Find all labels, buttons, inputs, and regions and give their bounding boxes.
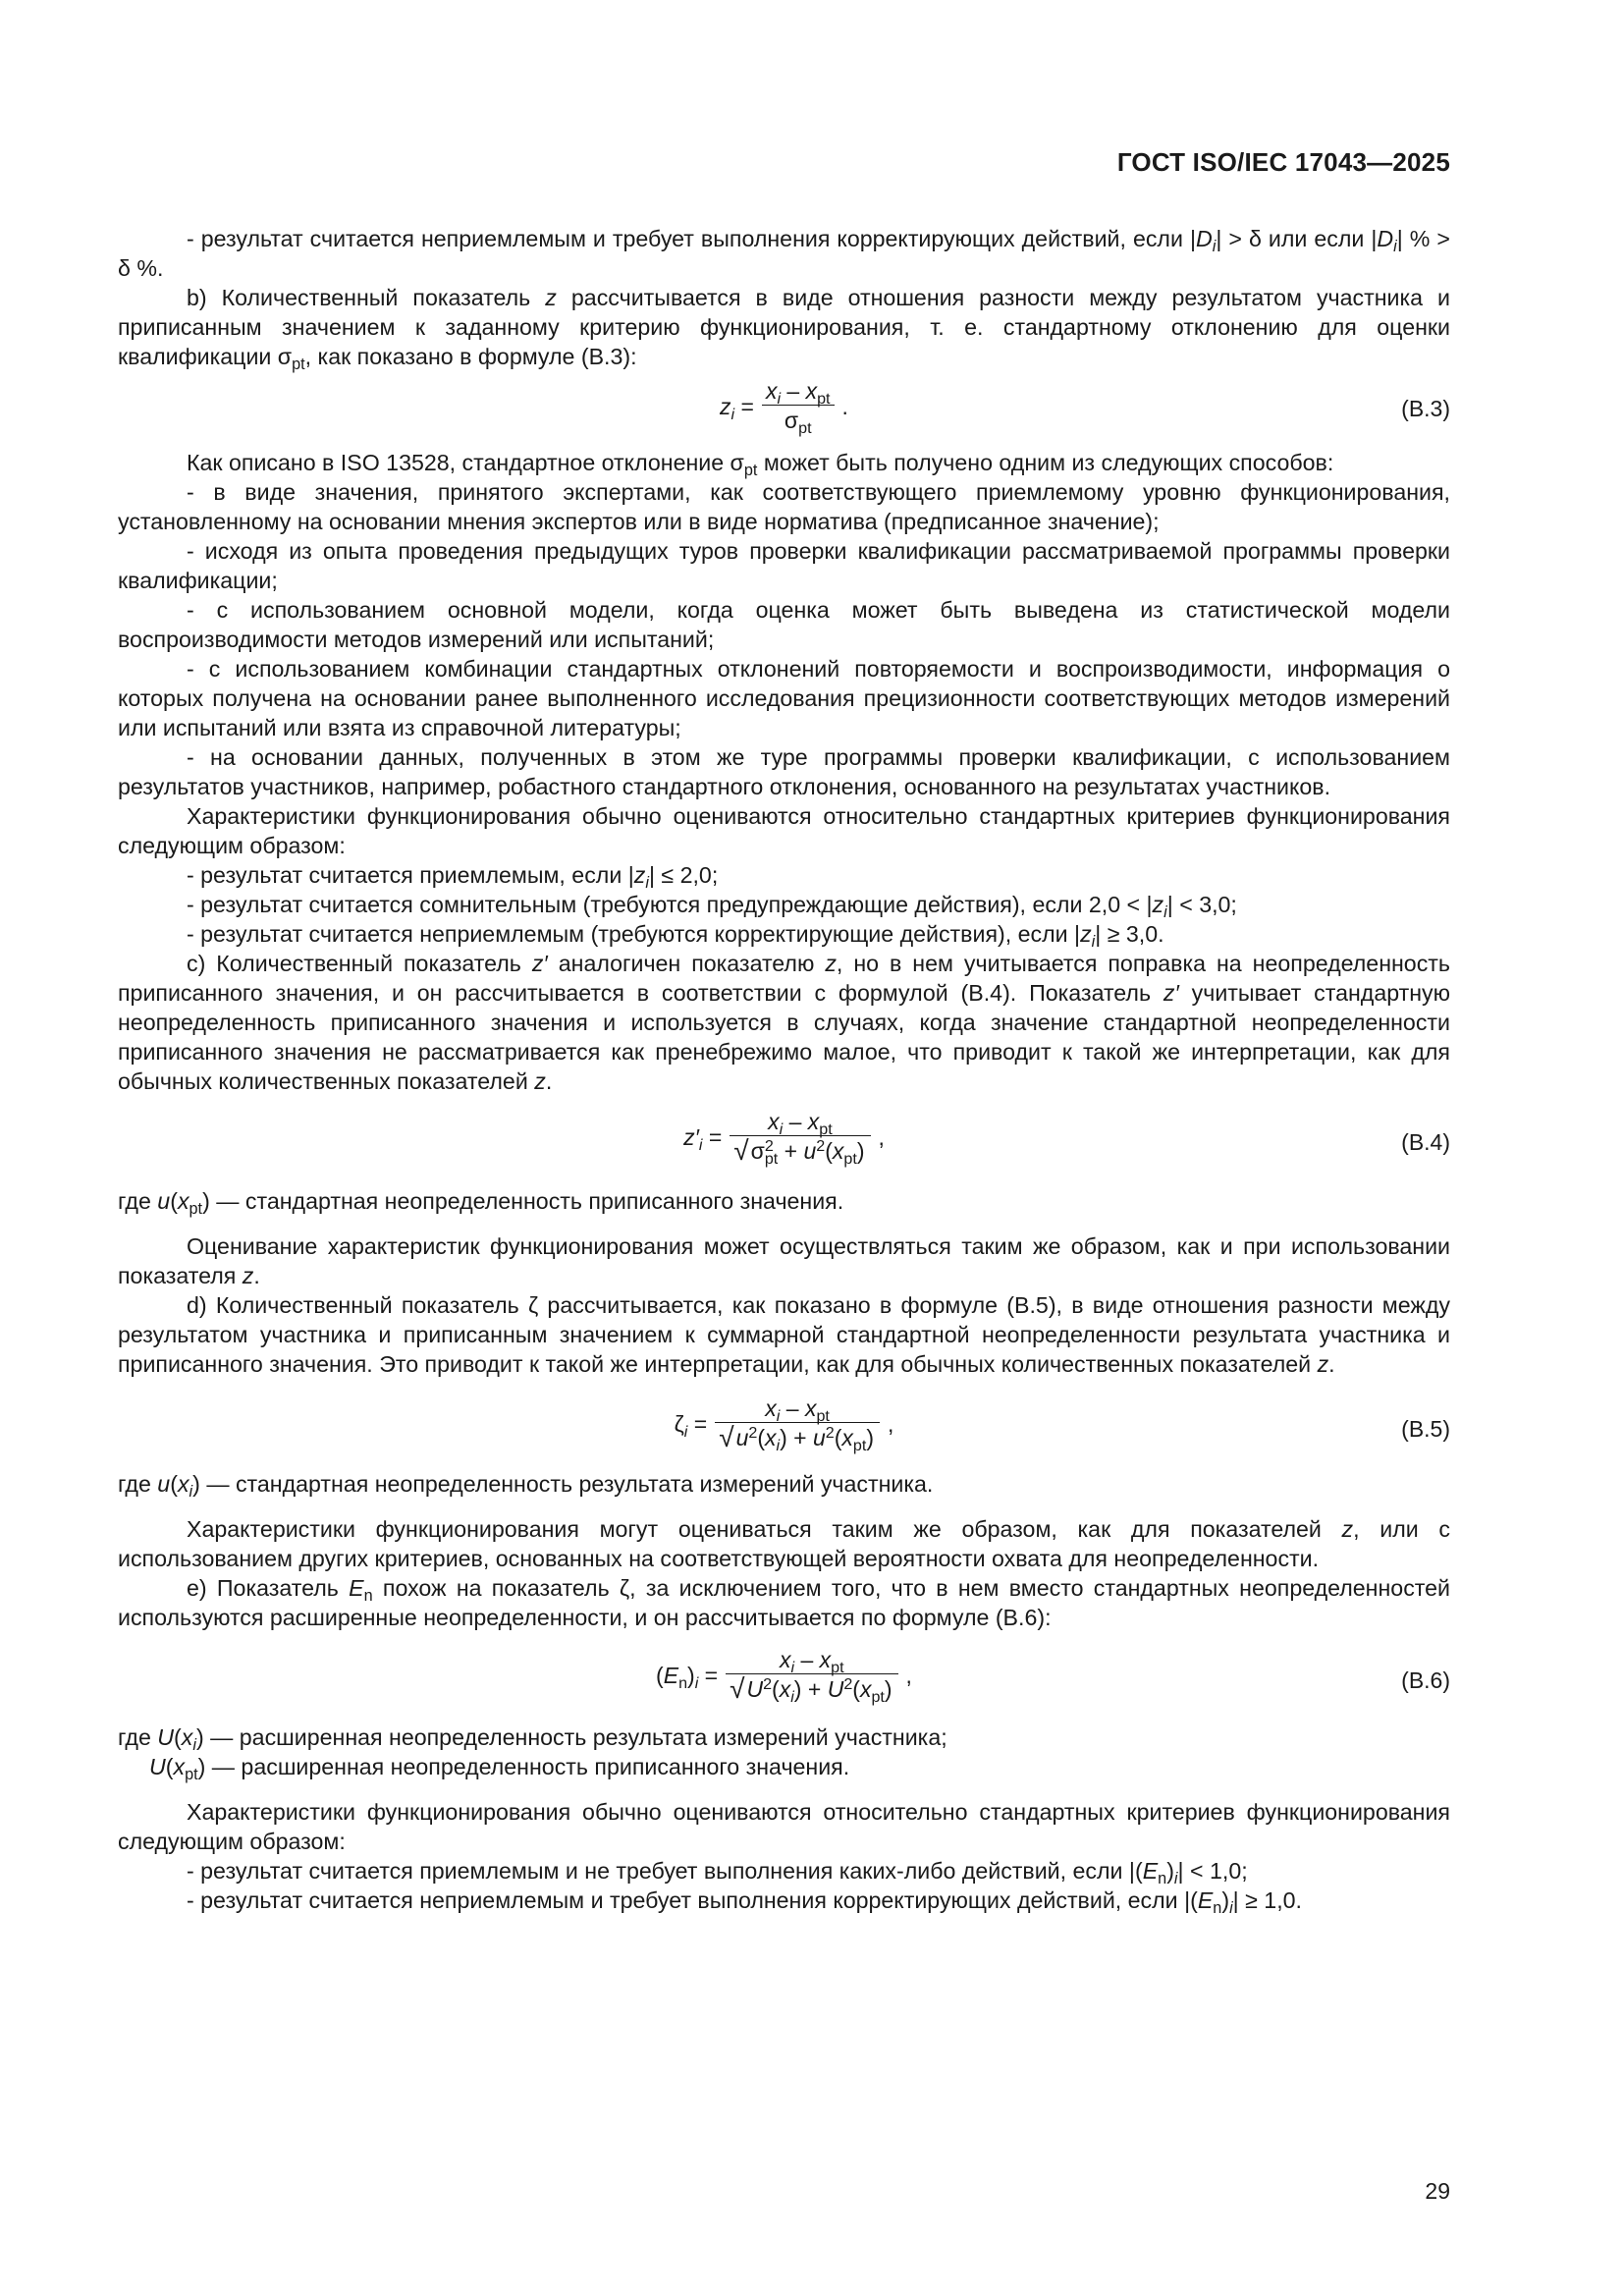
where-clause: где $u(x_{pt})$ — стандартная неопределенность приписанного значения. <box>118 1188 844 1218</box>
paragraph-other-criteria: Характеристики функционирования могут оцениваться таким же образом, как для показателей z, или с использованием других критериев, основанных на соответствующей вероятности охвата для неопределенности. <box>118 1516 1450 1571</box>
page-number: 29 <box>1425 2178 1450 2204</box>
criteria-item: - результат считается приемлемым, если $|z_i| \le 2,0$; <box>187 862 719 892</box>
list-item: - исходя из опыта проведения предыдущих туров проверки квалификации рассматриваемой программы проверки квалификации; <box>118 538 1450 593</box>
formula-b5: $\zeta_i$ = $\frac{x_i - x_{pt}}{√u^2(x_i) + u^2(x_{pt})}$ , (В.5) <box>674 1395 1450 1454</box>
paragraph-en: e) Показатель $E_n$ похож на показатель ζ, за исключением того, что в нем вместо стандартных неопределенностей используются расширенные неопределенности, и он рассчитывается по формуле (В.6): <box>118 1575 1450 1630</box>
formula-b4: $z'_i$ = $\frac{x_i - x_{pt}}{√\sigma^2_{pt} + u^2(x_{pt})}$ , (В.4) <box>683 1109 1450 1168</box>
paragraph-zeta: d) Количественный показатель ζ рассчитывается, как показано в формуле (В.5), в виде отношения разности между результатом участника и приписанным значением к суммарной стандартной неопределенности результата участника и приписанного значения. Это приводит к такой же интерпретации, как для обычных количественных показателей z. <box>118 1292 1450 1377</box>
formula-b4-label: (В.4) <box>1401 1129 1450 1155</box>
page-content <box>118 224 1450 1915</box>
list-item: - в виде значения, принятого экспертами, как соответствующего приемлемому уровню функционирования, установленному на основании мнения экспертов или в виде норматива (предписанное значение); <box>118 479 1450 534</box>
formula-b6: $(E_n)_i$ = $\frac{x_i - x_{pt}}{√U^2(x_i) + U^2(x_{pt})}$ , (В.6) <box>656 1647 1450 1706</box>
paragraph-iso13528: Как описано в ISO 13528, стандартное отклонение $\sigma_{pt}$ может быть получено одним из следующих способов: <box>187 450 1334 479</box>
paragraph-z-prime: c) Количественный показатель z′ аналогичен показателю z, но в нем учитывается поправка на неопределенность приписанного значения, и он рассчитывается в соответствии с формулой (В.4). Показатель z′ учитывает стандартную неопределенность приписанного значения и используется в случаях, когда значение стандартной неопределенности приписанного значения не рассматривается как пренебрежимо малое, что приводит к такой же интерпретации, как для обычных количественных показателей z. <box>118 951 1451 1094</box>
paragraph-evaluation: Оценивание характеристик функционирования может осуществляться таким же образом, как и при использовании показателя z. <box>118 1233 1450 1288</box>
criteria-item: - результат считается сомнительным (требуются предупреждающие действия), если $2,0 < |z_i| < 3,0$; <box>187 892 1237 921</box>
list-item: - с использованием основной модели, когда оценка может быть выведена из статистической модели воспроизводимости методов измерений или испытаний; <box>118 597 1450 652</box>
criteria-item: - результат считается приемлемым и не требует выполнения каких-либо действий, если $|(E_n)_i| < 1,0$; <box>187 1858 1248 1887</box>
paragraph-performance-en: Характеристики функционирования обычно оцениваются относительно стандартных критериев функционирования следующим образом: <box>118 1799 1450 1854</box>
formula-b3: $z_i$ = $\frac{x_i - x_{pt}}{\sigma_{pt}}$ . (В.3) <box>720 378 1450 437</box>
paragraph-z-score: b) Количественный показатель z рассчитывается в виде отношения разности между результатом участника и приписанным значением к заданному критерию функционирования, т. е. стандартному отклонению для оценки квалификации $\sigma_{pt}$, как показано в формуле (В.3): <box>118 285 1451 373</box>
document-header: ГОСТ ISO/IEC 17043—2025 <box>1116 147 1450 177</box>
formula-b6-label: (В.6) <box>1401 1667 1450 1693</box>
formula-b3-label: (В.3) <box>1401 396 1450 421</box>
list-item: - на основании данных, полученных в этом же туре программы проверки квалификации, с использованием результатов участников, например, робастного стандартного отклонения, основанного на результатах участников. <box>118 744 1450 799</box>
formula-b5-label: (В.5) <box>1401 1416 1450 1442</box>
criteria-item: - результат считается неприемлемым (требуются корректирующие действия), если $|z_i| \ge 3,0$. <box>187 921 1164 951</box>
where-clause: где $U(x_i)$ — расширенная неопределенность результата измерений участника; <box>118 1724 947 1754</box>
criteria-item: - результат считается неприемлемым и требует выполнения корректирующих действий, если $|(E_n)_i| \ge 1,0$. <box>187 1887 1302 1917</box>
paragraph-performance: Характеристики функционирования обычно оцениваются относительно стандартных критериев функционирования следующим образом: <box>118 803 1450 858</box>
where-clause: где $u(x_i)$ — стандартная неопределенность результата измерений участника. <box>118 1471 934 1501</box>
where-clause: $U(x_{pt})$ — расширенная неопределенность приписанного значения. <box>149 1754 850 1783</box>
list-item: - с использованием комбинации стандартных отклонений повторяемости и воспроизводимости, информация о которых получена на основании ранее выполненного исследования прецизионности соответствующих методов измерений или испытаний или взята из справочной литературы; <box>118 656 1450 740</box>
paragraph-criteria-d: - результат считается неприемлемым и требует выполнения корректирующих действий, если $|D_i| > \delta$ или если $|D_i|$ % > δ %. <box>118 226 1450 281</box>
